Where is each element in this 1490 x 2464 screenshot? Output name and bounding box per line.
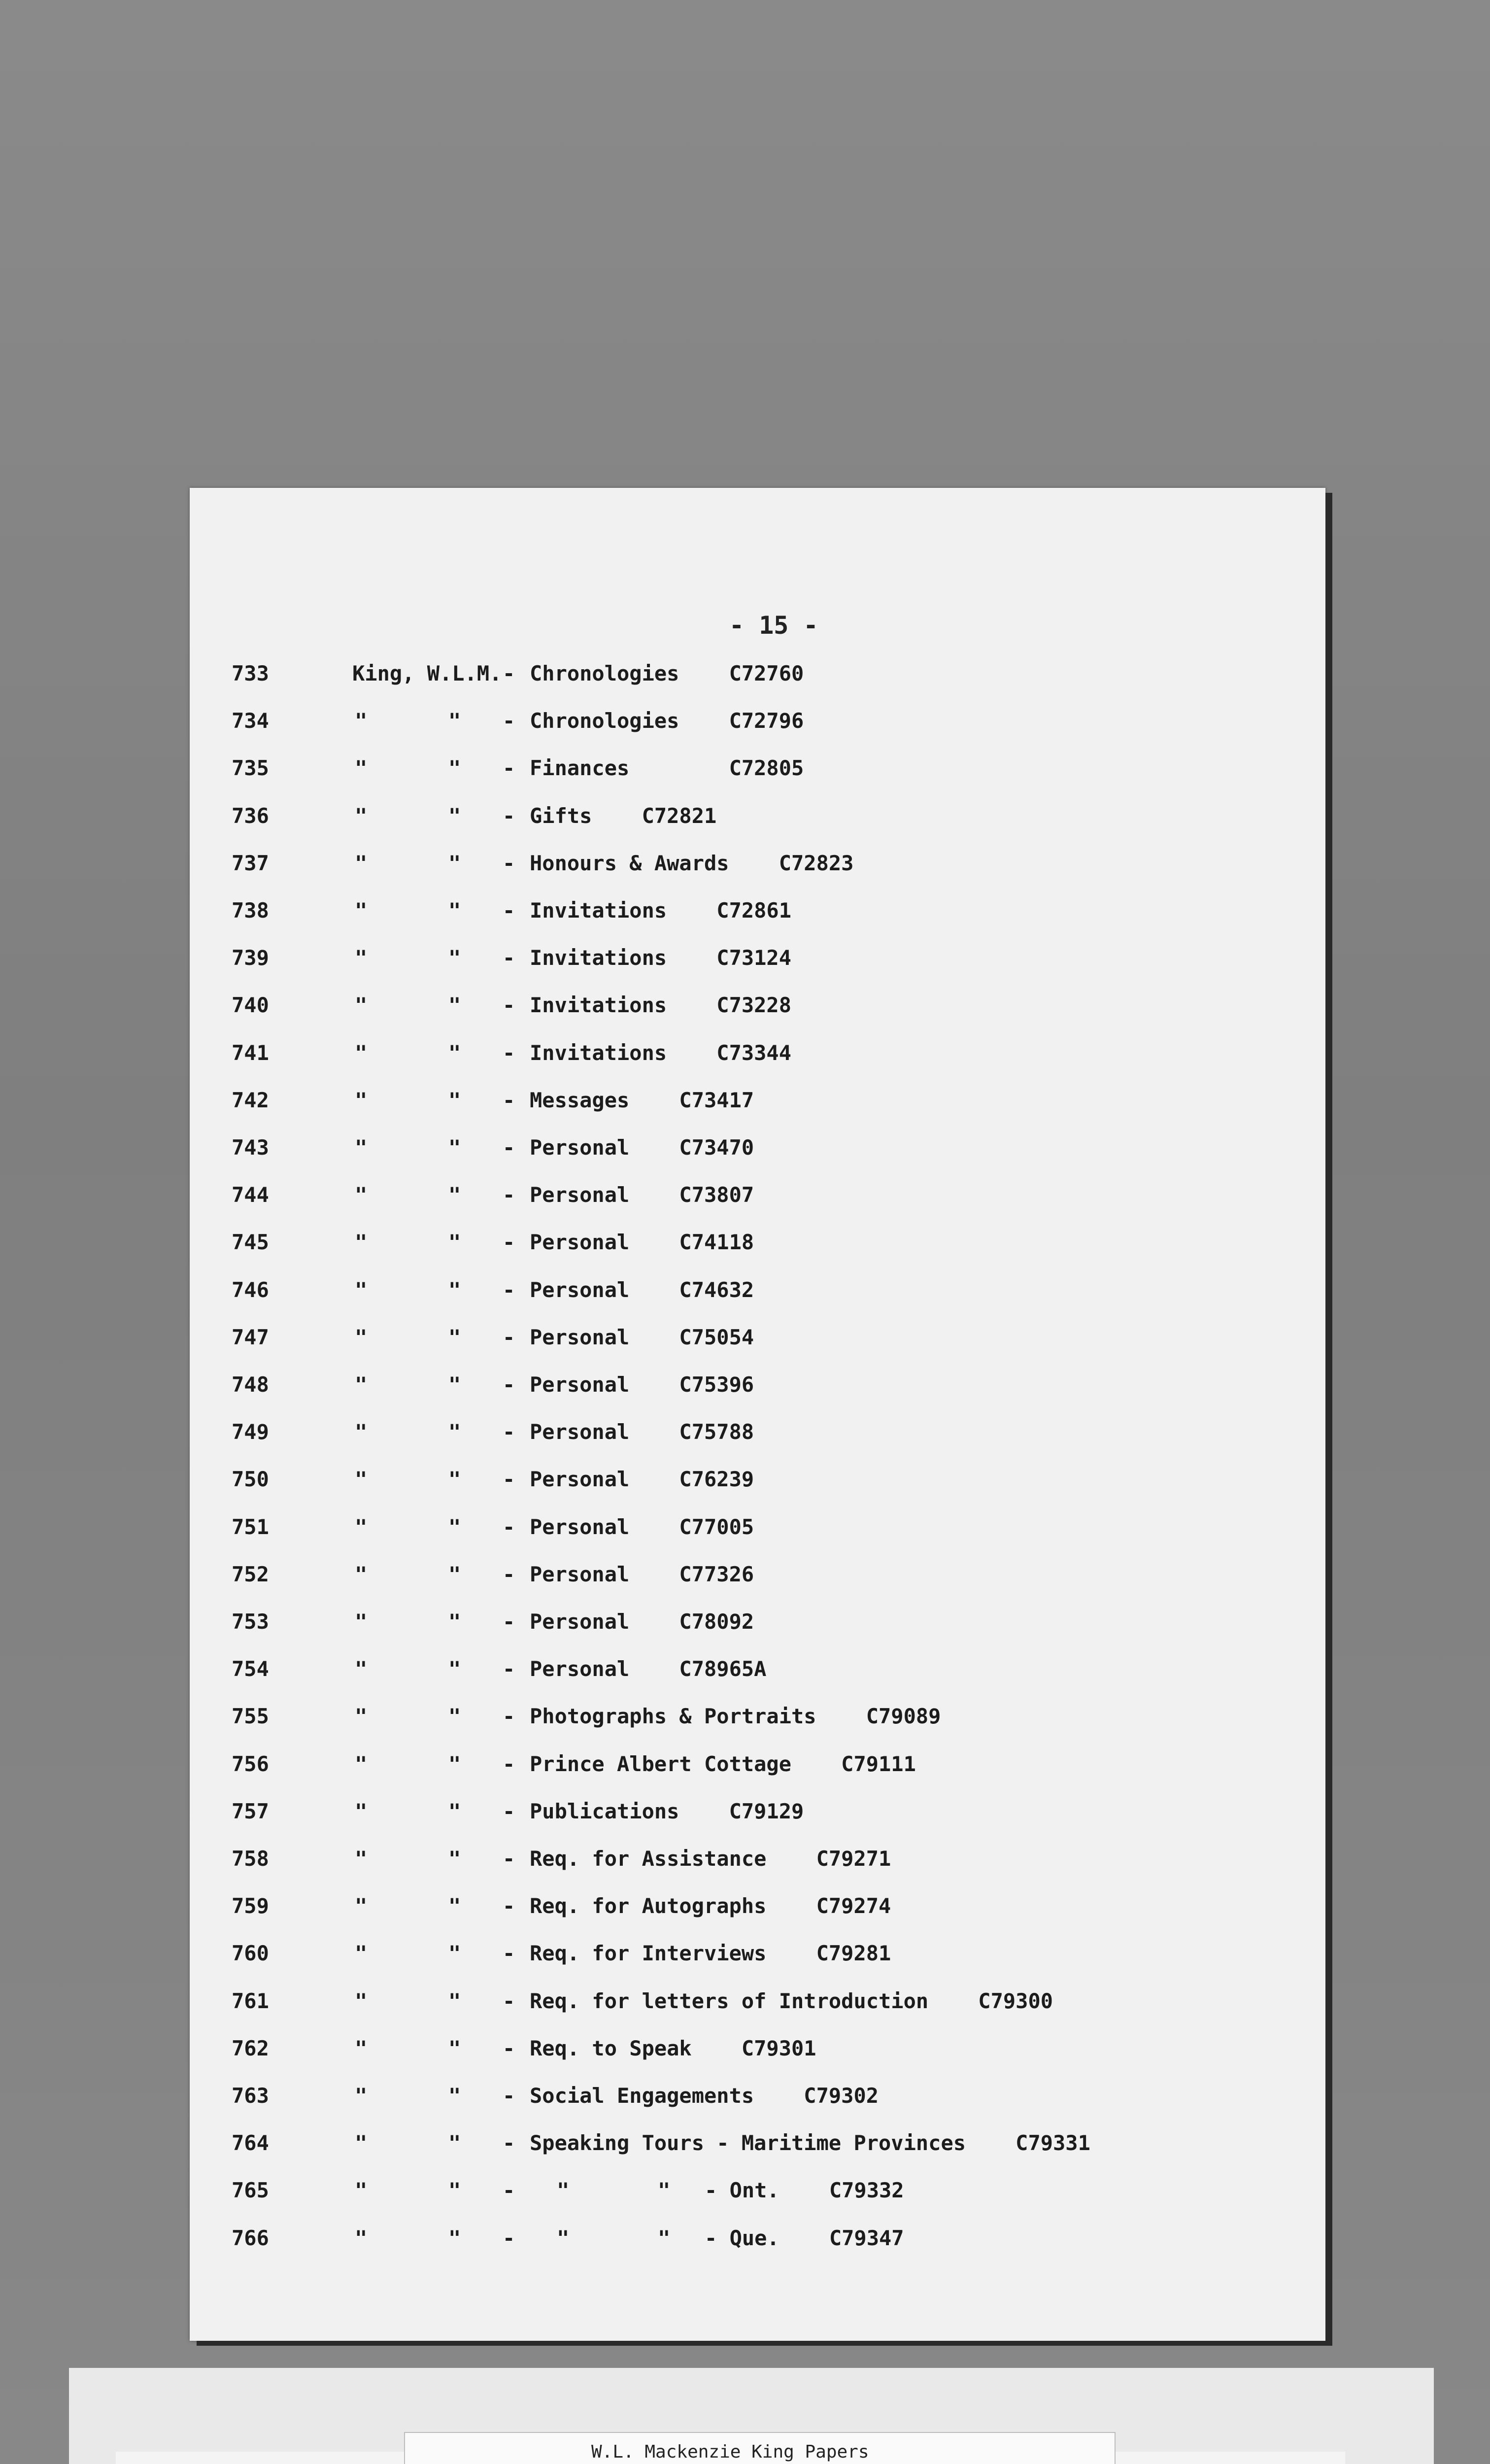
entry-number: 757 [232,1799,269,1823]
ditto-mark: " [448,1799,461,1823]
ditto-mark: " [355,1657,368,1681]
entry-description: Personal C74118 [530,1230,754,1254]
entry-description: Personal C76239 [530,1467,754,1491]
entry-description: Personal C74632 [530,1278,754,1302]
ditto-mark: " [448,1752,461,1776]
ditto-mark: " [355,709,368,733]
separator-dash: - [503,1325,515,1349]
ditto-mark: " [448,993,461,1017]
entry-description: - Que. C79347 [705,2226,904,2250]
ditto-mark: " [355,1183,368,1207]
separator-dash: - [503,1941,515,1965]
separator-dash: - [503,993,515,1017]
entry-row [0,1752,1490,1786]
entry-description: Photographs & Portraits C79089 [530,1704,941,1728]
collection-title: W.L. Mackenzie King Papers [591,2442,869,2462]
ditto-mark: " [448,1515,461,1539]
entry-description: Finances C72805 [530,756,804,780]
entry-description: Chronologies C72796 [530,709,804,733]
entry-number: 746 [232,1278,269,1302]
entry-number: 741 [232,1041,269,1065]
entry-description: Messages C73417 [530,1088,754,1112]
separator-dash: - [503,1467,515,1491]
entry-row [0,1467,1490,1502]
ditto-mark: " [448,1657,461,1681]
entry-row [0,2226,1490,2260]
ditto-mark: " [355,1515,368,1539]
separator-dash: - [503,1515,515,1539]
entry-row [0,756,1490,790]
ditto-mark: " [355,1467,368,1491]
separator-dash: - [503,1657,515,1681]
entry-row [0,1230,1490,1265]
entry-row [0,1894,1490,1928]
ditto-mark: " [355,1420,368,1444]
entry-description: Req. for letters of Introduction C79300 [530,1989,1053,2013]
entry-description: Social Engagements C79302 [530,2084,879,2108]
entry-number: 742 [232,1088,269,1112]
entry-number: 738 [232,898,269,923]
separator-dash: - [503,2178,515,2202]
entry-description: Req. for Autographs C79274 [530,1894,891,1918]
separator-dash: - [503,756,515,780]
entry-row [0,1515,1490,1549]
ditto-mark: " [448,1372,461,1397]
entry-number: 764 [232,2131,269,2155]
ditto-mark: " [448,709,461,733]
entry-number: 740 [232,993,269,1017]
separator-dash: - [503,1894,515,1918]
separator-dash: - [503,1041,515,1065]
ditto-mark: " [355,1894,368,1918]
ditto-mark: " [355,804,368,828]
ditto-mark: " [448,1183,461,1207]
entry-number: 758 [232,1847,269,1871]
entry-row [0,993,1490,1027]
separator-dash: - [503,1183,515,1207]
ditto-mark: " [355,2226,368,2250]
separator-dash: - [503,709,515,733]
separator-dash: - [503,1989,515,2013]
ditto-mark: " [355,1041,368,1065]
ditto-mark: " [448,1230,461,1254]
separator-dash: - [503,2131,515,2155]
ditto-mark: " [448,2226,461,2250]
ditto-mark: " [448,804,461,828]
entry-number: 761 [232,1989,269,2013]
ditto-mark: " [448,2036,461,2060]
entry-number: 753 [232,1609,269,1634]
entry-number: 762 [232,2036,269,2060]
entry-description: Personal C75054 [530,1325,754,1349]
entry-number: 751 [232,1515,269,1539]
entry-row [0,898,1490,933]
ditto-mark: " [355,851,368,875]
ditto-mark: " [355,1941,368,1965]
ditto-mark: " [448,1562,461,1586]
ditto-mark: " [448,2084,461,2108]
ditto-mark: " [448,2131,461,2155]
ditto-mark: " [448,756,461,780]
entry-row [0,1704,1490,1739]
entry-number: 766 [232,2226,269,2250]
entry-description: Req. to Speak C79301 [530,2036,816,2060]
ditto-mark: " [355,1325,368,1349]
ditto-mark: " [355,993,368,1017]
ditto-mark: " [448,1847,461,1871]
entry-number: 749 [232,1420,269,1444]
ditto-mark: " [355,1609,368,1634]
separator-dash: - [503,804,515,828]
entry-number: 754 [232,1657,269,1681]
entry-number: 733 [232,661,269,685]
entry-number: 744 [232,1183,269,1207]
entry-description: Prince Albert Cottage C79111 [530,1752,916,1776]
ditto-mark: " [448,1278,461,1302]
entry-description: Req. for Assistance C79271 [530,1847,891,1871]
ditto-mark: " [355,2036,368,2060]
entry-row [0,2036,1490,2071]
entry-row [0,1278,1490,1312]
ditto-mark: " [355,2084,368,2108]
entry-number: 765 [232,2178,269,2202]
entry-description: Honours & Awards C72823 [530,851,854,875]
ditto-mark: " [355,1562,368,1586]
separator-dash: - [503,661,515,685]
entry-row [0,1941,1490,1976]
ditto-mark: " [658,2178,671,2202]
separator-dash: - [503,1752,515,1776]
entry-number: 743 [232,1135,269,1160]
separator-dash: - [503,1230,515,1254]
ditto-mark: " [557,2226,570,2250]
separator-dash: - [503,1278,515,1302]
entry-description: Gifts C72821 [530,804,717,828]
entry-row [0,2178,1490,2213]
entry-description: Chronologies C72760 [530,661,804,685]
ditto-mark: " [448,1609,461,1634]
separator-dash: - [503,1420,515,1444]
entry-row [0,804,1490,838]
entry-number: 737 [232,851,269,875]
ditto-mark: " [355,756,368,780]
entry-row [0,1657,1490,1691]
entry-description: Publications C79129 [530,1799,804,1823]
entry-description: Invitations C73124 [530,946,792,970]
entry-description: Personal C73470 [530,1135,754,1160]
ditto-mark: " [355,1799,368,1823]
entry-row [0,946,1490,980]
separator-dash: - [503,1088,515,1112]
entry-number: 747 [232,1325,269,1349]
entry-row [0,661,1490,696]
entry-row [0,1420,1490,1454]
entry-description: Personal C78965A [530,1657,767,1681]
separator-dash: - [503,1847,515,1871]
entry-description: Personal C77326 [530,1562,754,1586]
entry-number: 750 [232,1467,269,1491]
entry-row [0,1989,1490,2023]
entry-row [0,1562,1490,1597]
ditto-mark: " [355,2178,368,2202]
ditto-mark: " [355,1704,368,1728]
entry-row [0,1041,1490,1075]
separator-dash: - [503,1135,515,1160]
entry-row [0,851,1490,886]
entry-description: Req. for Interviews C79281 [530,1941,891,1965]
entry-description: Invitations C72861 [530,898,792,923]
ditto-mark: " [448,1135,461,1160]
ditto-mark: " [448,946,461,970]
ditto-mark: " [355,1278,368,1302]
separator-dash: - [503,2226,515,2250]
entry-description: Speaking Tours - Maritime Provinces C79331 [530,2131,1090,2155]
ditto-mark: " [448,1041,461,1065]
ditto-mark: " [355,1135,368,1160]
ditto-mark: " [448,1989,461,2013]
entry-number: 756 [232,1752,269,1776]
separator-dash: - [503,946,515,970]
entry-row [0,1372,1490,1407]
entry-number: 755 [232,1704,269,1728]
ditto-mark: " [355,898,368,923]
ditto-mark: " [448,851,461,875]
ditto-mark: " [448,1420,461,1444]
ditto-mark: " [448,1325,461,1349]
separator-dash: - [503,1799,515,1823]
entry-row [0,1325,1490,1360]
entry-number: 759 [232,1894,269,1918]
entry-row [0,1183,1490,1217]
separator-dash: - [503,1562,515,1586]
entry-description: - Ont. C79332 [705,2178,904,2202]
separator-dash: - [503,2036,515,2060]
entry-number: 745 [232,1230,269,1254]
entry-row [0,709,1490,743]
entry-number: 752 [232,1562,269,1586]
entry-number: 763 [232,2084,269,2108]
separator-dash: - [503,1609,515,1634]
ditto-mark: " [448,2178,461,2202]
entry-row [0,1088,1490,1123]
separator-dash: - [503,1372,515,1397]
entry-number: 748 [232,1372,269,1397]
entry-row [0,1609,1490,1644]
separator-dash: - [503,2084,515,2108]
entry-description: Invitations C73228 [530,993,792,1017]
ditto-mark: " [355,2131,368,2155]
entry-row [0,2131,1490,2165]
entry-description: Personal C78092 [530,1609,754,1634]
entry-row [0,2084,1490,2118]
entry-description: Personal C75788 [530,1420,754,1444]
entry-description: Personal C75396 [530,1372,754,1397]
entry-number: 739 [232,946,269,970]
entry-row [0,1135,1490,1170]
ditto-mark: " [448,1467,461,1491]
separator-dash: - [503,1704,515,1728]
entry-row [0,1799,1490,1834]
entry-name: King, W.L.M. [352,661,502,685]
entry-description: Personal C77005 [530,1515,754,1539]
ditto-mark: " [355,1989,368,2013]
entry-row [0,1847,1490,1881]
separator-dash: - [503,851,515,875]
separator-dash: - [503,898,515,923]
entry-number: 736 [232,804,269,828]
ditto-mark: " [355,1372,368,1397]
entry-number: 734 [232,709,269,733]
ditto-mark: " [448,1088,461,1112]
entry-description: Personal C73807 [530,1183,754,1207]
ditto-mark: " [658,2226,671,2250]
entry-number: 735 [232,756,269,780]
ditto-mark: " [557,2178,570,2202]
ditto-mark: " [448,898,461,923]
ditto-mark: " [355,1752,368,1776]
entry-number: 760 [232,1941,269,1965]
ditto-mark: " [355,1088,368,1112]
page-number: - 15 - [729,611,818,640]
ditto-mark: " [448,1894,461,1918]
entry-description: Invitations C73344 [530,1041,792,1065]
ditto-mark: " [355,1230,368,1254]
ditto-mark: " [355,1847,368,1871]
ditto-mark: " [448,1941,461,1965]
ditto-mark: " [355,946,368,970]
ditto-mark: " [448,1704,461,1728]
